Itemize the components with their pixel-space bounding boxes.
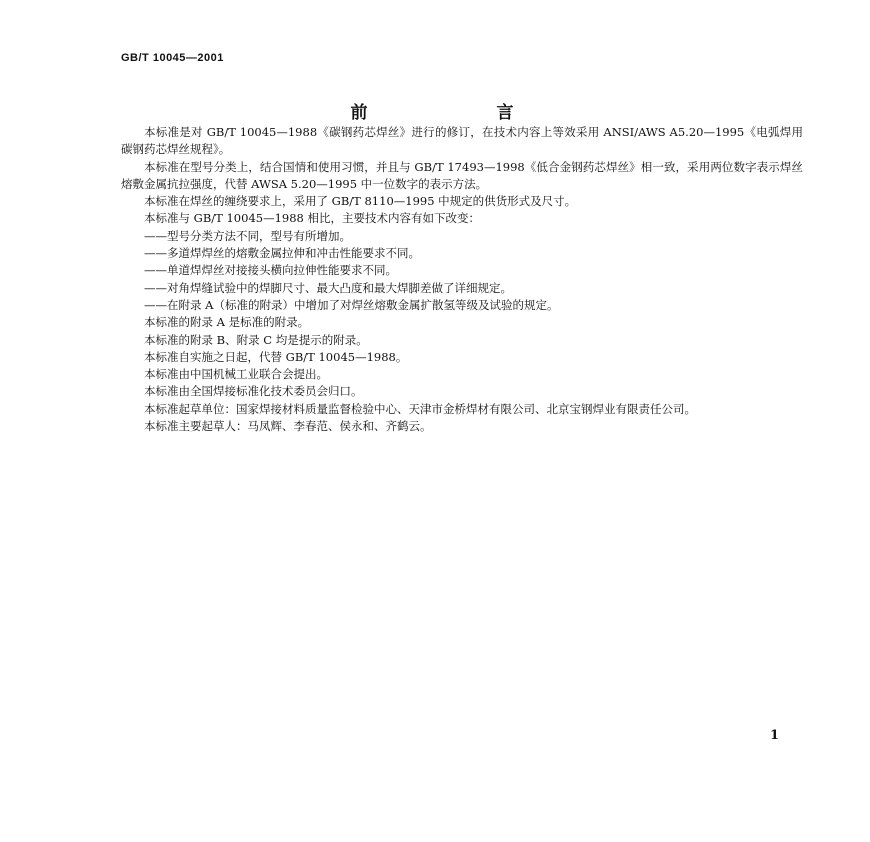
page-number: 1 [770,728,780,743]
paragraph-winding: 本标准在焊丝的缠绕要求上，采用了 GB/T 8110—1995 中规定的供货形式及尺寸。 [144,194,577,209]
change-item: ——单道焊焊丝对接接头横向拉伸性能要求不同。 [144,263,397,278]
paragraph-centralized-by: 本标准由全国焊接标准化技术委员会归口。 [144,384,363,399]
standard-code: GB/T 10045—2001 [121,52,224,64]
change-item: ——型号分类方法不同，型号有所增加。 [144,228,351,243]
paragraph-revision: 本标准是对 GB/T 10045—1988《碳钢药芯焊丝》进行的修订，在技术内容上等效采用 ANSI/AWS A5.20—1995《电弧焊用碳钢药芯焊丝规程》。 [121,125,803,157]
document-body [121,124,803,435]
paragraph-drafting-units: 本标准起草单位：国家焊接材料质量监督检验中心、天津市金桥焊材有限公司、北京宝钢焊业有限责任公司。 [144,401,696,416]
page-title: 前 言 [350,103,570,123]
paragraph-drafters: 本标准主要起草人：马凤辉、李春范、侯永和、齐鹤云。 [144,419,432,434]
change-item: ——对角焊缝试验中的焊脚尺寸、最大凸度和最大焊脚差做了详细规定。 [144,280,512,295]
change-item: ——多道焊焊丝的熔敷金属拉伸和冲击性能要求不同。 [144,246,420,261]
paragraph-changes-intro: 本标准与 GB/T 10045—1988 相比，主要技术内容有如下改变： [144,211,480,226]
paragraph-appendix-a: 本标准的附录 A 是标准的附录。 [144,315,310,330]
paragraph-appendix-bc: 本标准的附录 B、附录 C 均是提示的附录。 [144,332,368,347]
change-item: ——在附录 A（标准的附录）中增加了对焊丝熔敷金属扩散氢等级及试验的规定。 [144,297,559,312]
paragraph-replaces: 本标准自实施之日起，代替 GB/T 10045—1988。 [144,349,408,364]
paragraph-proposed-by: 本标准由中国机械工业联合会提出。 [144,367,328,382]
paragraph-classification: 本标准在型号分类上，结合国情和使用习惯，并且与 GB/T 17493—1998《低合金钢药芯焊丝》相一致，采用两位数字表示焊丝熔敷金属抗拉强度，代替 AWSA 5.20—1995 中一位数字的表示方法。 [121,159,803,191]
